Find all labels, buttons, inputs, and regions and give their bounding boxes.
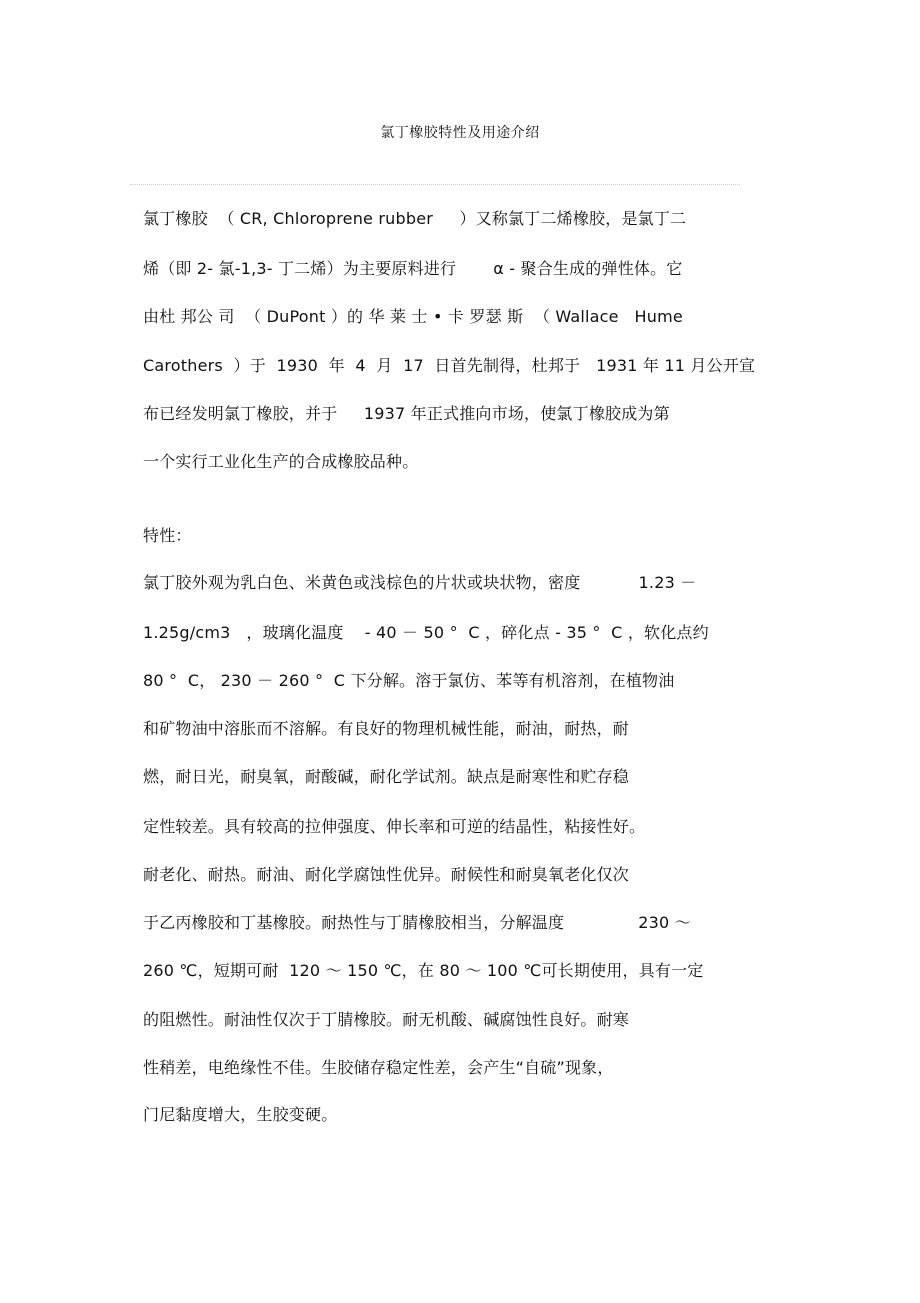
intro-line-3: 由杜 邦公 司 （ DuPont ）的 华 莱 士 • 卡 罗瑟 斯 （ Wallace Hume [143, 307, 683, 326]
intro-line-4: Carothers ）于 1930 年 4 月 17 日首先制得，杜邦于 1931 年 11 月公开宣 [143, 356, 756, 375]
intro-line-2: 烯（即 2- 氯-1,3- 丁二烯）为主要原料进行 α - 聚合生成的弹性体。它 [143, 259, 683, 278]
divider [130, 184, 740, 185]
property-line-12: 门尼黏度增大，生胶变硬。 [143, 1105, 338, 1124]
property-line-3: 80 ° C， 230 － 260 ° C 下分解。溶于氯仿、苯等有机溶剂，在植物油 [143, 671, 675, 690]
property-line-2: 1.25g/cm3 ，玻璃化温度 - 40 － 50 ° C ，碎化点 - 35 ° C ，软化点约 [143, 623, 709, 642]
intro-line-1: 氯丁橡胶 （ CR, Chloroprene rubber ）又称氯丁二烯橡胶，是氯丁二 [143, 209, 687, 228]
property-line-11: 性稍差，电绝缘性不佳。生胶储存稳定性差，会产生“自硫”现象， [143, 1058, 614, 1077]
property-line-4: 和矿物油中溶胀而不溶解。有良好的物理机械性能，耐油，耐热，耐 [143, 719, 630, 738]
property-line-5: 燃，耐日光，耐臭氧，耐酸碱，耐化学试剂。缺点是耐寒性和贮存稳 [143, 767, 630, 786]
document-title: 氯丁橡胶特性及用途介绍 [380, 125, 540, 141]
property-line-6: 定性较差。具有较高的拉伸强度、伸长率和可逆的结晶性，粘接性好。 [143, 817, 646, 836]
section-heading: 特性： [143, 526, 192, 545]
intro-line-5: 布已经发明氯丁橡胶，并于 1937 年正式推向市场，使氯丁橡胶成为第 [143, 404, 670, 423]
intro-line-6: 一个实行工业化生产的合成橡胶品种。 [143, 452, 419, 471]
property-line-10: 的阻燃性。耐油性仅次于丁腈橡胶。耐无机酸、碱腐蚀性良好。耐寒 [143, 1010, 630, 1029]
property-line-8: 于乙丙橡胶和丁基橡胶。耐热性与丁腈橡胶相当，分解温度 230 ～ [143, 913, 691, 932]
property-line-7: 耐老化、耐热。耐油、耐化学腐蚀性优异。耐候性和耐臭氧老化仅次 [143, 865, 630, 884]
property-line-1: 氯丁胶外观为乳白色、米黄色或浅棕色的片状或块状物，密度 1.23 － [143, 573, 697, 592]
property-line-9: 260 ℃，短期可耐 120 ～ 150 ℃，在 80 ～ 100 ℃可长期使用，具有一定 [143, 961, 704, 980]
